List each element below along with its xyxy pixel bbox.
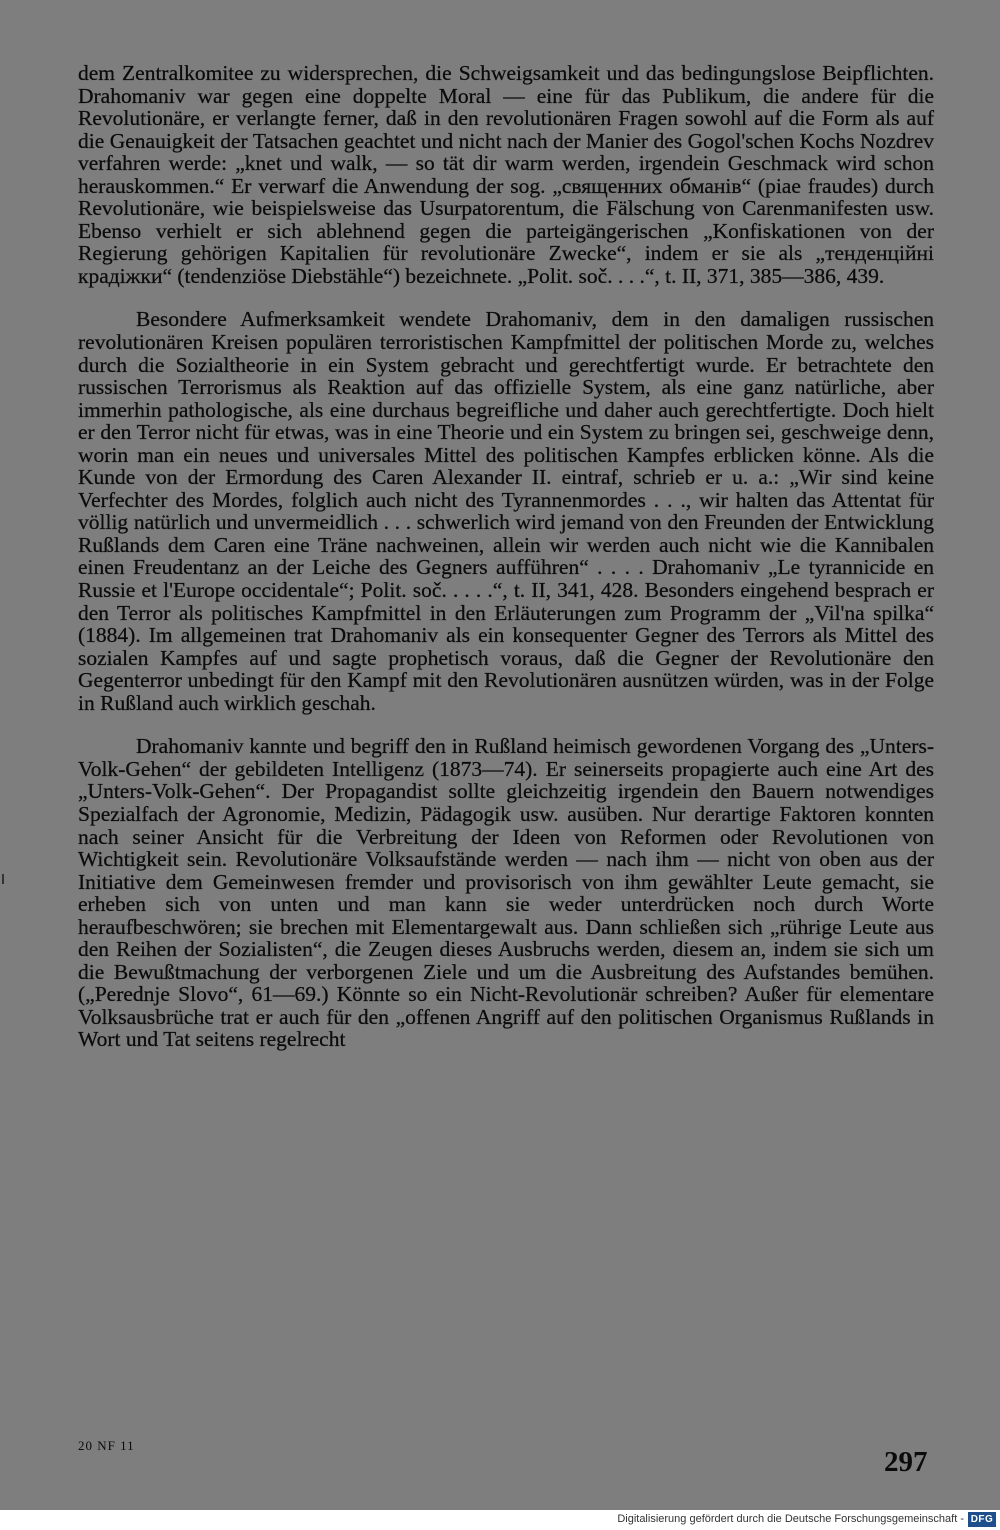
page-number: 297 (884, 1446, 928, 1478)
digitization-footer (0, 1510, 1000, 1530)
scan-edge-mark (2, 874, 4, 884)
page-body (78, 62, 934, 1051)
dfg-logo: DFG (968, 1512, 996, 1527)
funding-credit: Digitalisierung gefördert durch die Deutsche Forschungsgemeinschaft - (617, 1513, 964, 1525)
paragraph-3: Drahomaniv kannte und begriff den in Rußland heimisch gewordenen Vorgang des „Unters-Volk-Gehen“ der gebildeten Intelligenz (1873—74). Er seinerseits propagierte auch eine Art des „Unters-Volk-Gehen“. Der Propagandist sollte gleichzeitig irgendein den Bauern notwendiges Spezialfach der Agronomie, Medizin, Pädagogik usw. ausüben. Nur derartige Faktoren konnten nach seiner Ansicht für die Verbreitung der Ideen von Reformen oder Revolutionen von Wichtigkeit sein. Revolutionäre Volksaufstände werden — nach ihm — nicht von oben aus der Initiative dem Gemeinwesen fremder und provisorisch von ihm gewählter Leute gemacht, sie erheben sich von unten und man kann sie weder unterdrücken noch durch Worte heraufbeschwören; sie brechen mit Elementargewalt aus. Dann schließen sich „rührige Leute aus den Reihen der Sozialisten“, die Zeugen dieses Ausbruchs werden, diesem an, indem sie sich um die Bewußtmachung der verborgenen Ziele und um die Ausbreitung des Aufstandes bemühen. („Perednje Slovo“, 61—69.) Könnte so ein Nicht-Revolutionär schreiben? Außer für elementare Volksausbrüche trat er auch für den „offenen Angriff auf den politischen Organismus Rußlands in Wort und Tat seitens regelrecht (78, 734, 934, 1052)
paragraph-2: Besondere Aufmerksamkeit wendete Drahomaniv, dem in den damaligen russischen revolutionären Kreisen populären terroristischen Kampfmittel der politischen Morde zu, welches durch die Sozialtheorie in ein System gebracht und gerechtfertigt wurde. Er betrachtete den russischen Terrorismus als Reaktion auf das offizielle System, als eine ganz natürliche, aber immerhin pathologische, als eine durchaus begreifliche und daher auch gerechtfertigte. Doch hielt er den Terror nicht für etwas, was in eine Theorie und ein System zu bringen sei, geschweige denn, worin man ein neues und universales Mittel des politischen Kampfes erblicken könne. Als die Kunde von der Ermordung des Caren Alexander II. eintraf, schrieb er u. a.: „Wir sind keine Verfechter des Mordes, folglich auch nicht des Tyrannenmordes . . ., wir halten das Attentat für völlig natürlich und unvermeidlich . . . schwerlich wird jemand von den Freunden der Entwicklung Rußlands dem Caren eine Träne nachweinen, allein wir werden auch nicht wie die Kannibalen einen Freudentanz an der Leiche des Gegners aufführen“ . . . . Drahomaniv „Le tyrannicide en Russie et l'Europe occidentale“; Polit. soč. . . . .“, t. II, 341, 428. Besonders eingehend besprach er den Terror als politisches Kampfmittel in den Erläuterungen zum Programm der „Vil'na spilka“ (1884). Im allgemeinen trat Drahomaniv als ein konsequenter Gegner des Terrors als Mittel des sozialen Kampfes auf und sagte prophetisch voraus, daß die Gegner der Revolutionäre den Gegenterror unbedingt für den Kampf mit den Revolutionären ausnützen würden, was in der Folge in Rußland auch wirklich geschah. (78, 307, 934, 715)
printer-signature: 20 NF 11 (78, 1438, 135, 1453)
paragraph-1: dem Zentralkomitee zu widersprechen, die Schweigsamkeit und das bedingungslose Beipflichten. Drahomaniv war gegen eine doppelte Moral — eine für das Publikum, die andere für die Revolutionäre, er verlangte ferner, daß in den revolutionären Fragen sowohl auf die Form als auf die Genauigkeit der Tatsachen geachtet und nicht nach der Manier des Gogol'schen Kochs Nozdrev verfahren werde: „knet und walk, — so tät dir warm werden, irgendein Geschmack wird schon herauskommen.“ Er verwarf die Anwendung der sog. „священних обманів“ (piae fraudes) durch Revolutionäre, wie beispielsweise das Usurpatorentum, die Fälschung von Carenmanifesten usw. Ebenso verhielt er sich ablehnend gegen die parteigängerischen „Konfiskationen von der Regierung gehörigen Kapitalien für revolutionäre Zwecke“, indem er sie als „тенденційні крадіжки“ (tendenziöse Diebstähle“) bezeichnete. „Polit. soč. . . .“, t. II, 371, 385—386, 439. (78, 61, 934, 288)
